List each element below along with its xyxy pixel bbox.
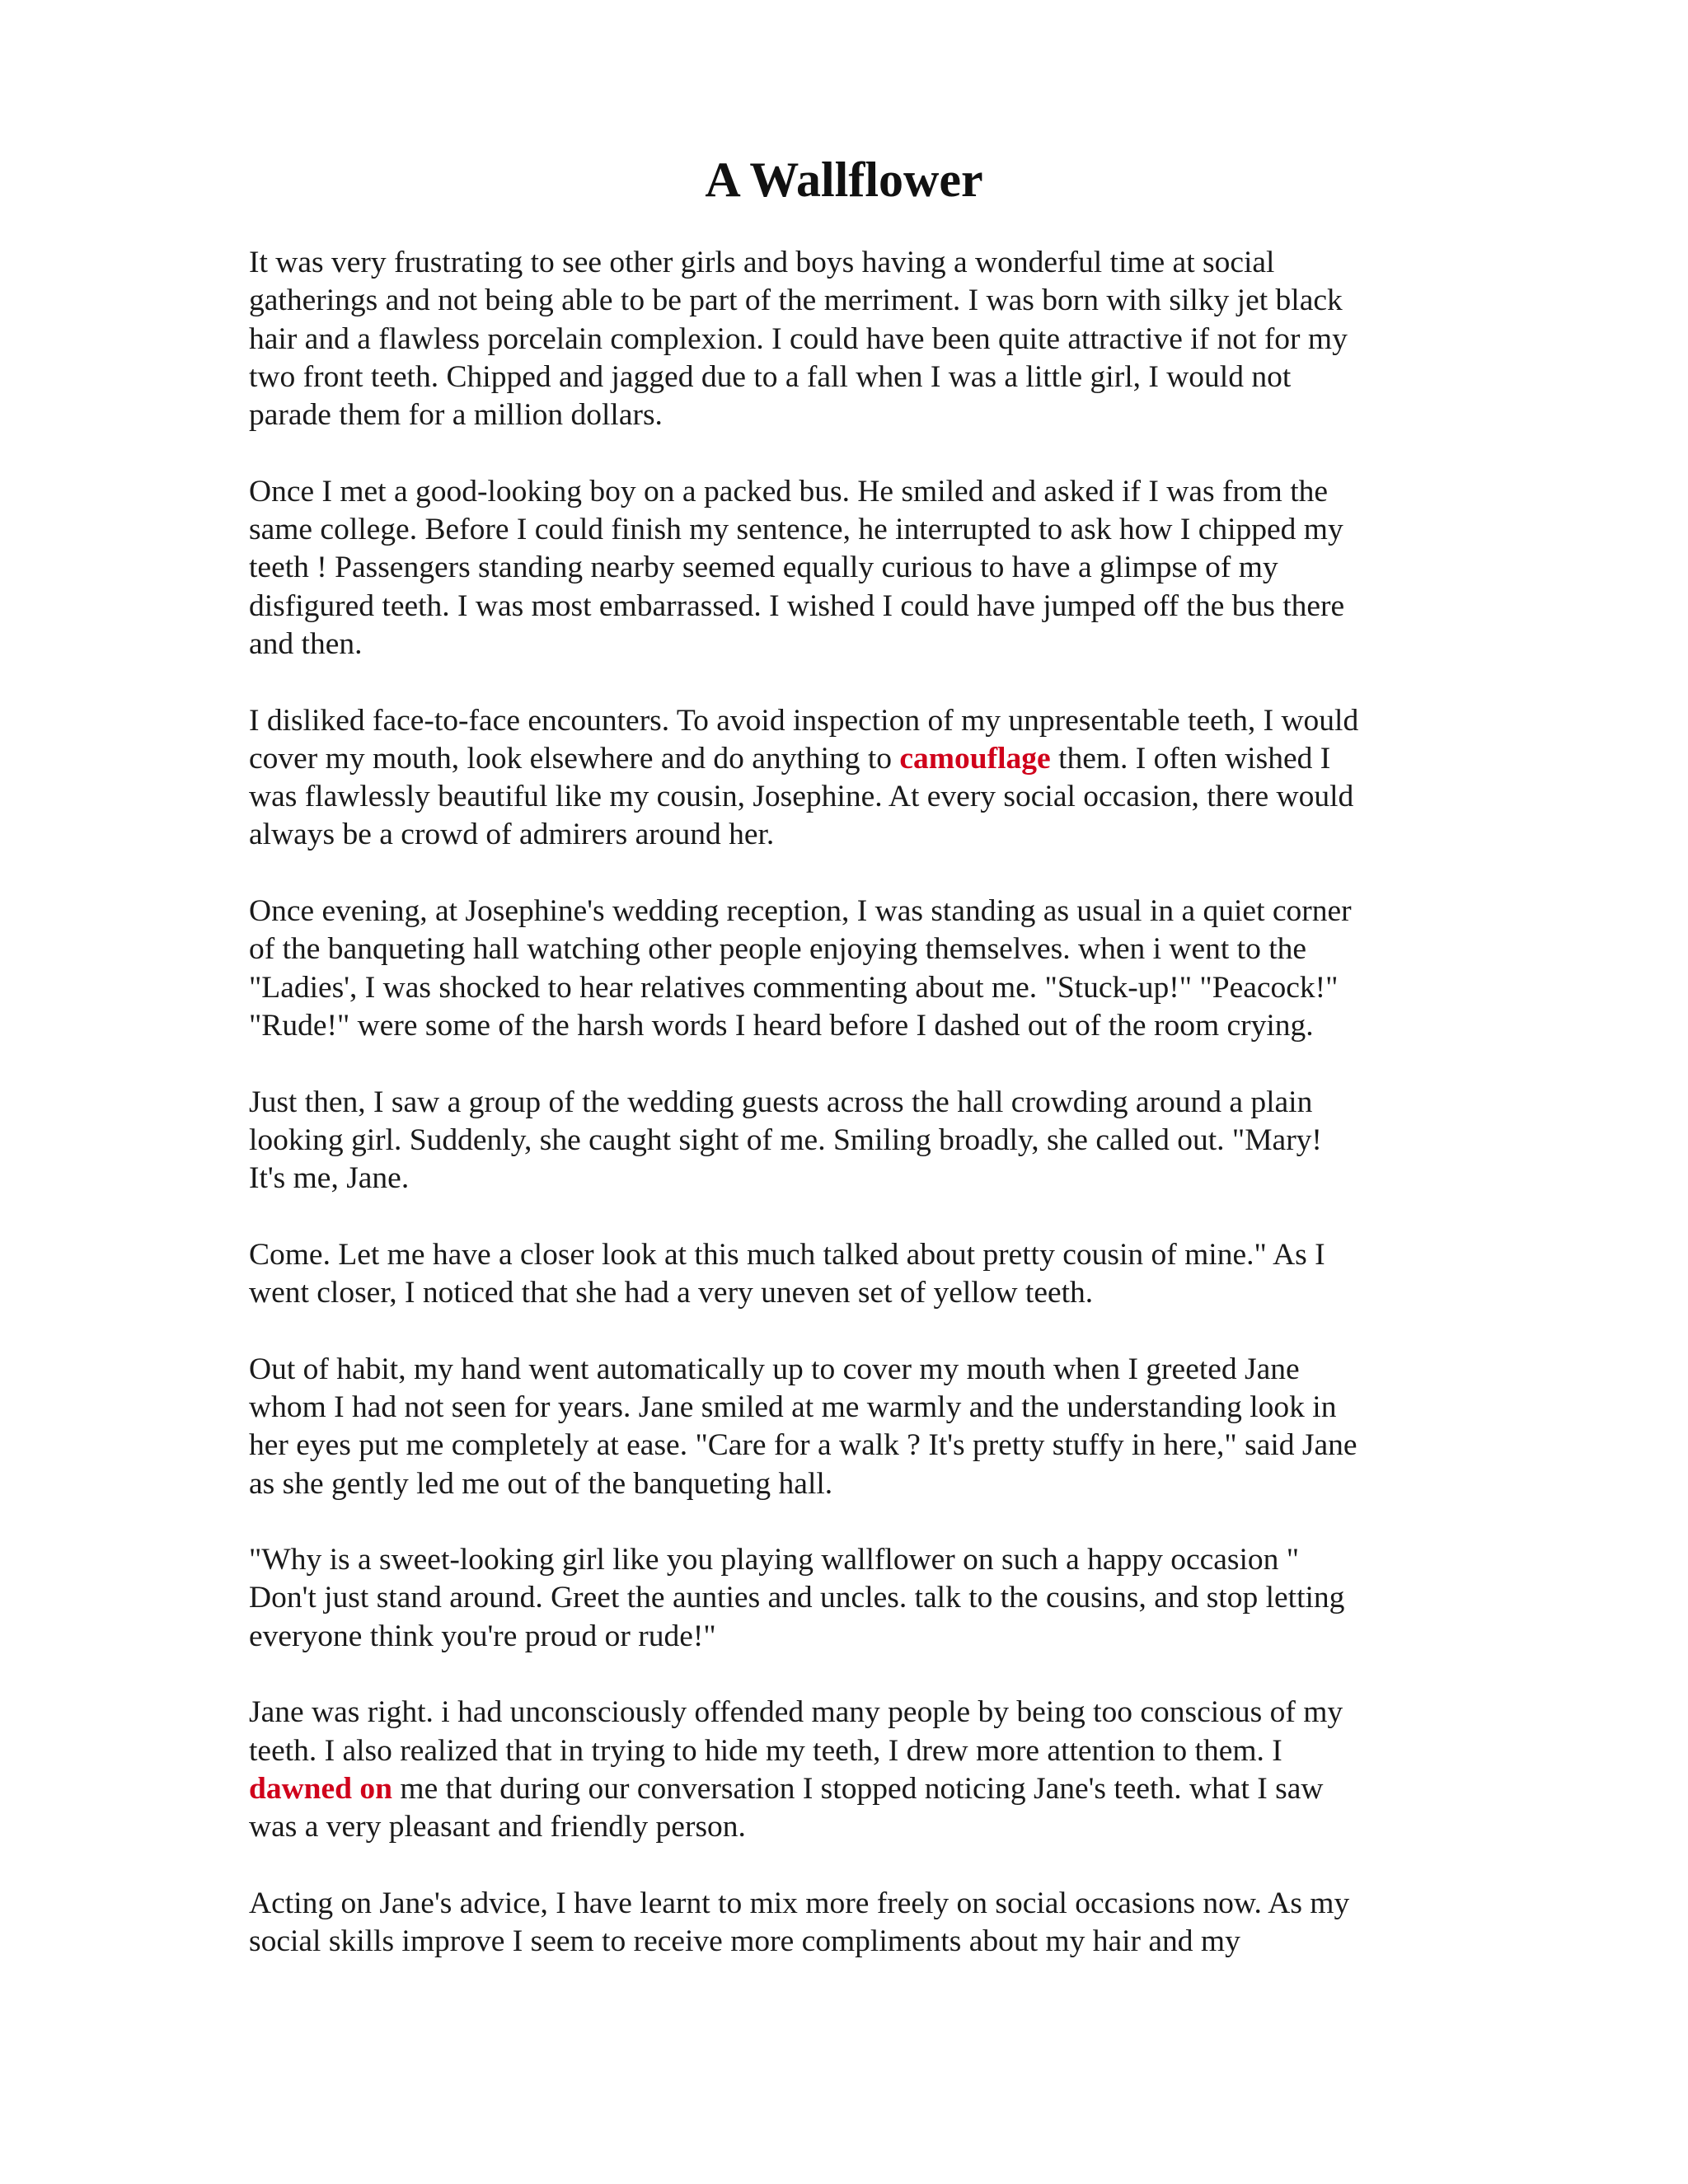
- text-segment: same college. Before I could finish my sentence, he interrupted to ask how I chipped my: [249, 513, 1343, 547]
- text-segment: disfigured teeth. I was most embarrassed. I wished I could have jumped off the bus there: [249, 588, 1345, 623]
- text-line: [249, 1694, 1452, 1732]
- text-segment: gatherings and not being able to be part of the merriment. I was born with silky jet black: [249, 284, 1343, 318]
- text-line: [249, 1732, 1452, 1770]
- text-line: [249, 396, 1452, 434]
- text-segment: and then.: [249, 626, 363, 661]
- text-segment: them. I often wished I: [1050, 741, 1331, 776]
- text-line: [249, 1427, 1452, 1465]
- text-line: [249, 359, 1452, 396]
- text-segment: always be a crowd of admirers around her.: [249, 818, 775, 852]
- text-line: [249, 1808, 1452, 1846]
- text-segment: Just then, I saw a group of the wedding guests across the hall crowding around a plain: [249, 1085, 1313, 1119]
- text-line: [249, 1160, 1452, 1197]
- text-line: [249, 588, 1452, 626]
- text-segment: It was very frustrating to see other girls and boys having a wonderful time at social: [249, 246, 1275, 279]
- document-title: A Wallflower: [705, 152, 983, 207]
- text-line: [249, 282, 1452, 320]
- text-segment: me that during our conversation I stopped noticing Jane's teeth. what I saw: [392, 1771, 1324, 1806]
- text-line: [249, 1579, 1452, 1617]
- text-line: [249, 816, 1452, 854]
- text-segment: of the banqueting hall watching other people enjoying themselves. when i went to the: [249, 932, 1307, 967]
- text-line: [249, 244, 1452, 282]
- text-line: [249, 549, 1452, 587]
- text-segment: went closer, I noticed that she had a very uneven set of yellow teeth.: [249, 1276, 1094, 1310]
- text-segment: It's me, Jane.: [249, 1161, 410, 1196]
- text-segment: whom I had not seen for years. Jane smiled at me warmly and the understanding look in: [249, 1390, 1337, 1424]
- text-line: [249, 1465, 1452, 1503]
- text-segment: Jane was right. i had unconsciously offended many people by being too conscious of my: [249, 1695, 1343, 1730]
- text-segment: Acting on Jane's advice, I have learnt to mix more freely on social occasions now. As my: [249, 1886, 1350, 1920]
- highlighted-vocabulary: dawned on: [249, 1771, 393, 1806]
- paragraph: [249, 244, 1452, 434]
- text-line: [249, 1618, 1452, 1656]
- paragraph: [249, 702, 1452, 855]
- text-segment: Out of habit, my hand went automatically up to cover my mouth when I greeted Jane: [249, 1352, 1300, 1386]
- paragraph: [249, 893, 1452, 1045]
- text-segment: was a very pleasant and friendly person.: [249, 1810, 746, 1844]
- text-segment: two front teeth. Chipped and jagged due to a fall when I was a little girl, I would not: [249, 359, 1292, 394]
- paragraph: [249, 1694, 1452, 1846]
- paragraph: [249, 1236, 1452, 1313]
- text-line: [249, 1007, 1452, 1045]
- text-segment: everyone think you're proud or rude!": [249, 1619, 716, 1653]
- text-segment: was flawlessly beautiful like my cousin, Josephine. At every social occasion, there would: [249, 780, 1354, 814]
- text-segment: Once evening, at Josephine's wedding reception, I was standing as usual in a quiet corner: [249, 894, 1352, 929]
- text-segment: Once I met a good-looking boy on a packed bus. He smiled and asked if I was from the: [249, 474, 1329, 509]
- text-segment: "Ladies', I was shocked to hear relatives commenting about me. "Stuck-up!" "Peacock!": [249, 970, 1339, 1005]
- text-line: [249, 1274, 1452, 1312]
- text-segment: her eyes put me completely at ease. "Care for a walk ? It's pretty stuffy in here," said Jane: [249, 1428, 1357, 1463]
- text-line: [249, 321, 1452, 359]
- text-line: [249, 778, 1452, 816]
- text-line: [249, 1351, 1452, 1389]
- text-segment: parade them for a million dollars.: [249, 398, 663, 433]
- text-segment: cover my mouth, look elsewhere and do anything to: [249, 741, 900, 776]
- text-segment: hair and a flawless porcelain complexion. I could have been quite attractive if not for my: [249, 321, 1348, 356]
- text-segment: Come. Let me have a closer look at this much talked about pretty cousin of mine." As I: [249, 1237, 1325, 1272]
- document-body: [249, 244, 1452, 1999]
- text-line: [249, 626, 1452, 663]
- text-line: [249, 702, 1452, 740]
- text-line: [249, 1122, 1452, 1160]
- paragraph: [249, 1541, 1452, 1656]
- text-line: [249, 1770, 1452, 1808]
- text-line: [249, 511, 1452, 549]
- text-segment: teeth. I also realized that in trying to hide my teeth, I drew more attention to them. I: [249, 1733, 1282, 1768]
- text-line: [249, 473, 1452, 511]
- text-segment: social skills improve I seem to receive more compliments about my hair and my: [249, 1924, 1240, 1959]
- text-line: [249, 740, 1452, 778]
- text-line: [249, 1084, 1452, 1122]
- text-line: [249, 1885, 1452, 1923]
- paragraph: [249, 1084, 1452, 1198]
- text-line: [249, 969, 1452, 1007]
- text-segment: "Rude!" were some of the harsh words I heard before I dashed out of the room crying.: [249, 1008, 1314, 1043]
- text-segment: Don't just stand around. Greet the aunties and uncles. talk to the cousins, and stop letting: [249, 1581, 1345, 1615]
- text-line: [249, 930, 1452, 968]
- text-line: [249, 1389, 1452, 1427]
- text-line: [249, 893, 1452, 930]
- text-segment: teeth ! Passengers standing nearby seemed equally curious to have a glimpse of my: [249, 551, 1278, 585]
- text-segment: "Why is a sweet-looking girl like you playing wallflower on such a happy occasion ": [249, 1543, 1300, 1577]
- paragraph: [249, 473, 1452, 663]
- text-segment: as she gently led me out of the banqueting hall.: [249, 1466, 833, 1501]
- text-line: [249, 1236, 1452, 1274]
- text-segment: looking girl. Suddenly, she caught sight of me. Smiling broadly, she called out. "Mary!: [249, 1122, 1322, 1157]
- text-line: [249, 1541, 1452, 1579]
- paragraph: [249, 1885, 1452, 1961]
- text-line: [249, 1923, 1452, 1961]
- paragraph: [249, 1351, 1452, 1503]
- highlighted-vocabulary: camouflage: [899, 741, 1051, 776]
- text-segment: I disliked face-to-face encounters. To avoid inspection of my unpresentable teeth, I would: [249, 703, 1359, 738]
